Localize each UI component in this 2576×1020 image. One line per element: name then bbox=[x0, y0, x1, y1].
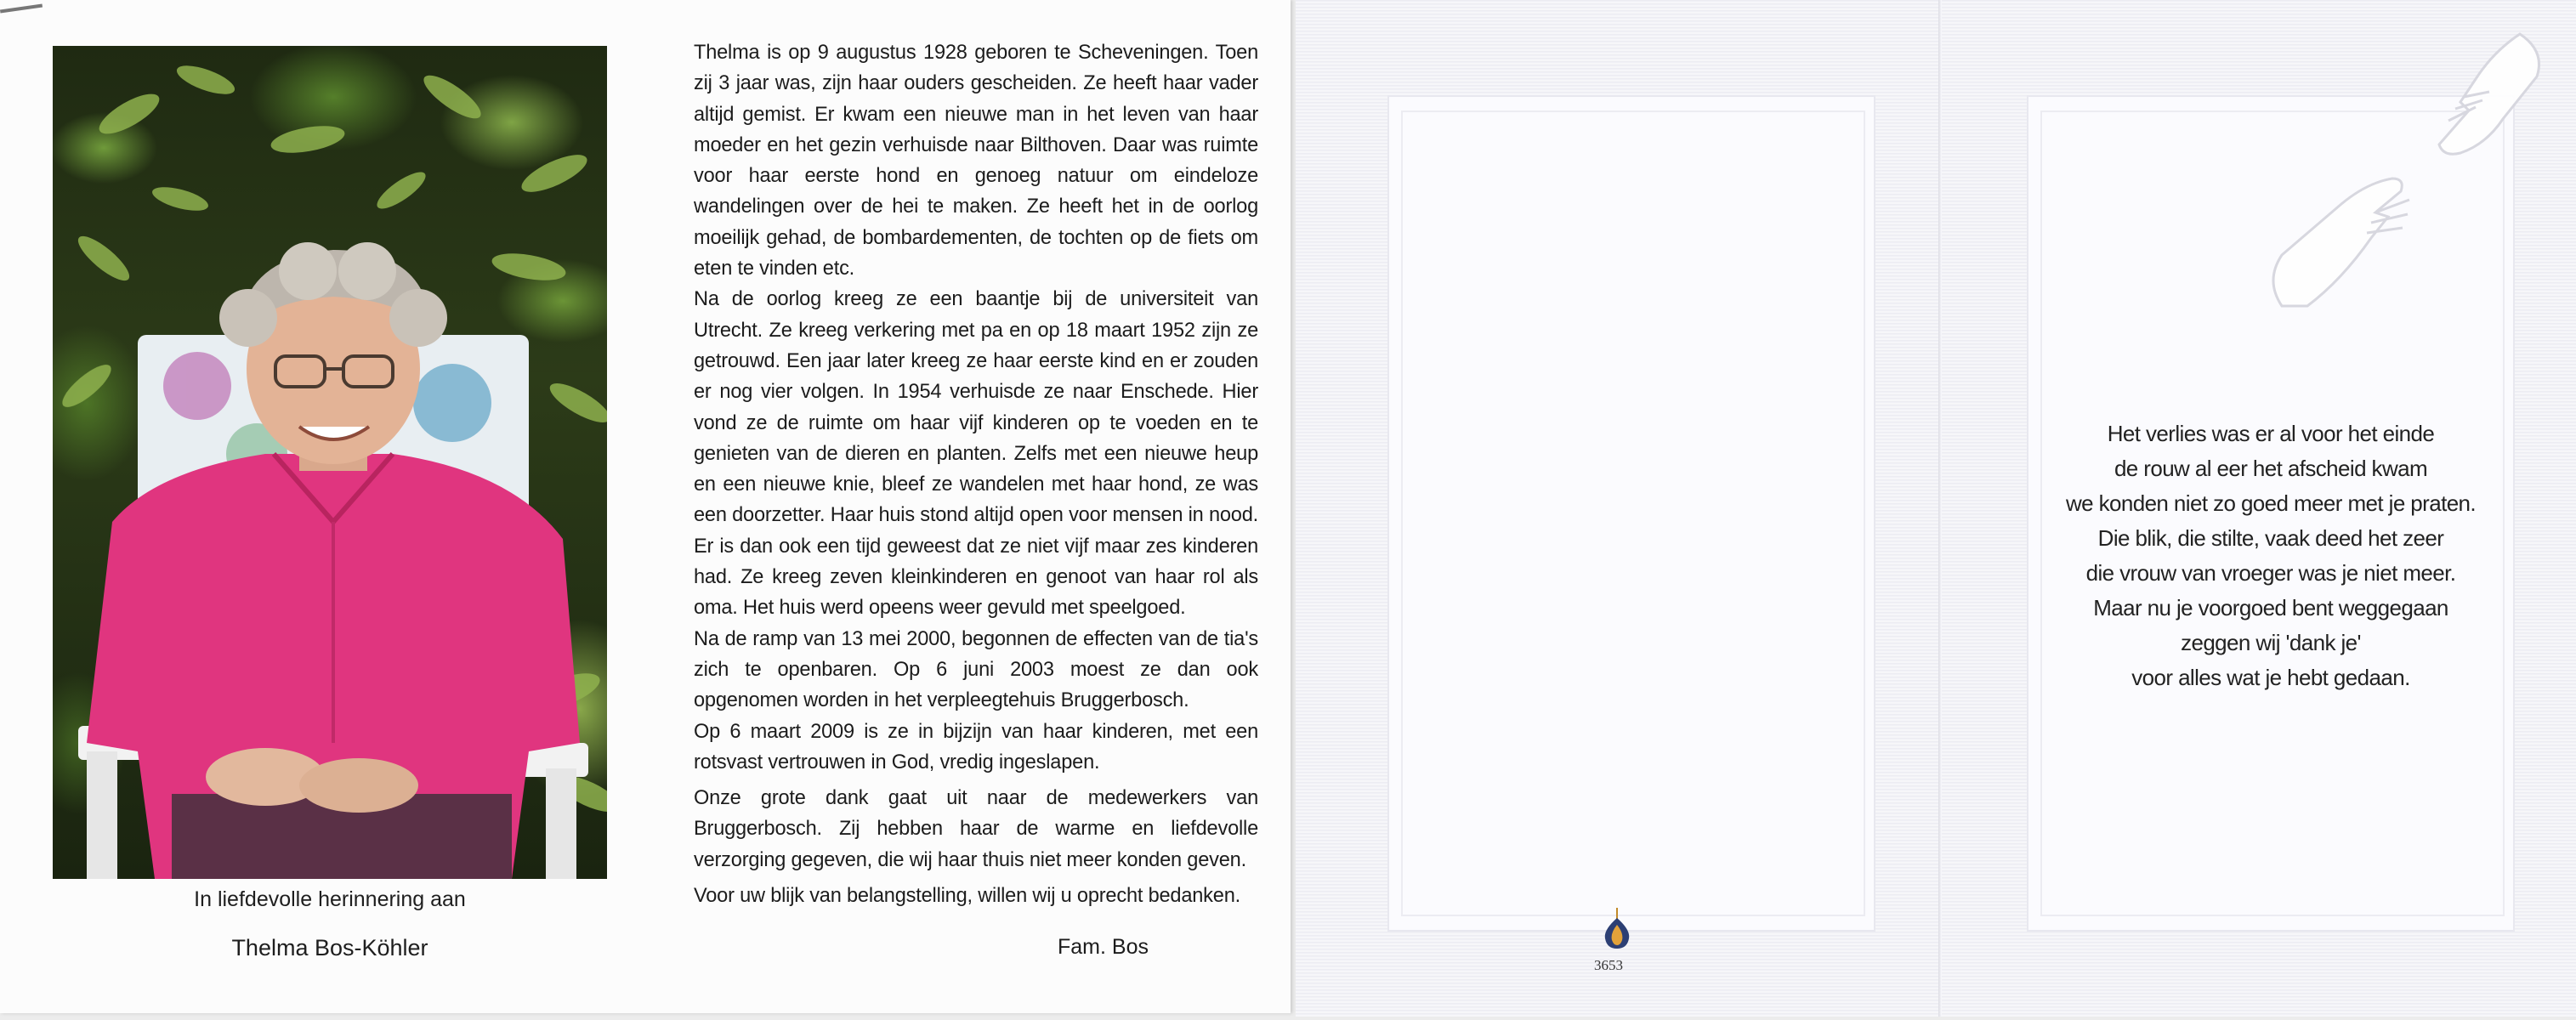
poem-line: we konden niet zo goed meer met je praten. bbox=[2065, 490, 2477, 516]
card-fold-line bbox=[1938, 0, 1942, 1017]
poem-line: Maar nu je voorgoed bent weggegaan bbox=[2093, 595, 2448, 620]
bio-paragraph: Op 6 maart 2009 is ze in bijzijn van haar kinderen, met een rotsvast vertrouwen in God, vredig ingeslapen. bbox=[694, 720, 1258, 774]
poem-line: die vrouw van vroeger was je niet meer. bbox=[2085, 560, 2456, 586]
bio-closing-paragraph: Voor uw blijk van belangstelling, willen wij u oprecht bedanken. bbox=[694, 885, 1240, 908]
bio-thanks-paragraph: Onze grote dank gaat uit naar de medewerkers van Bruggerbosch. Zij hebben haar de warme en liefdevolle verzorging gegeven, die wij haar thuis niet meer konden geven. bbox=[694, 787, 1258, 871]
caption-remembrance: In liefdevolle herinnering aan bbox=[194, 887, 466, 911]
poem-line: Het verlies was er al voor het einde bbox=[2107, 421, 2435, 446]
bio-paragraph: Na de oorlog kreeg ze een baantje bij de universiteit van Utrecht. Ze kreeg verkering met pa en op 18 maart 1952 zijn ze getrouwd. Een jaar later kreeg ze haar eerste kind en er zouden er nog vier volgen. In 1954 verhuisde ze naar Enschede. Hier vond ze de ruimte om haar vijf kinderen op te voeden en te genieten van de dieren en planten. Zelfs met een nieuwe heup en een nieuwe knie, bleef ze wandelen met haar hond, ze was een doorzetter. Haar huis stond altijd open voor mensen in nood. Er is dan ook een tijd geweest dat ze niet vijf maar zes kinderen had. Ze kreeg zeven kleinkinderen en genoot van haar rol als oma. Het huis werd opeens weer gevuld met speelgoed. bbox=[694, 288, 1258, 620]
portrait-photo bbox=[53, 46, 607, 879]
poem-text bbox=[2027, 416, 2515, 695]
deceased-name: Thelma Bos-Köhler bbox=[231, 935, 428, 960]
memorial-card-right bbox=[1296, 0, 2576, 1017]
corner-mark bbox=[0, 4, 43, 14]
card-number: 3653 bbox=[1594, 957, 1623, 973]
poem-line: Die blik, die stilte, vaak deed het zeer bbox=[2097, 525, 2444, 551]
bio-paragraph: Na de ramp van 13 mei 2000, begonnen de effecten van de tia's zich te openbaren. Op 6 juni 2003 moest ze dan ook opgenomen worden in het verpleegtehuis Bruggerbosch. bbox=[694, 627, 1258, 712]
embossed-panel-left-inner-border bbox=[1401, 110, 1865, 916]
poem-line: zeggen wij 'dank je' bbox=[2181, 630, 2361, 655]
flame-drop-logo-icon bbox=[1600, 908, 1634, 952]
bio-paragraph: Thelma is op 9 augustus 1928 geboren te Scheveningen. Toen zij 3 jaar was, zijn haar ouders gescheiden. Ze heeft haar vader altijd gemist. Er kwam een nieuwe man in het leven van haar moeder en het gezin verhuisde naar Bilthoven. Daar was ruimte voor haar eerste hond en genoeg natuur om eindeloze wandelingen over de hei te maken. Ze heeft het in de oorlog moeilijk gehad, de bombardementen, de tochten op de fiets om eten te vinden etc. bbox=[694, 42, 1258, 280]
poem-line: voor alles wat je hebt gedaan. bbox=[2131, 665, 2410, 690]
reaching-hands-icon bbox=[2248, 26, 2554, 314]
memorial-card-left bbox=[0, 0, 1291, 1013]
portrait-illustration bbox=[53, 46, 607, 879]
family-signoff: Fam. Bos bbox=[1058, 935, 1149, 959]
poem-line: de rouw al eer het afscheid kwam bbox=[2114, 456, 2428, 481]
biography-text bbox=[694, 37, 1258, 911]
